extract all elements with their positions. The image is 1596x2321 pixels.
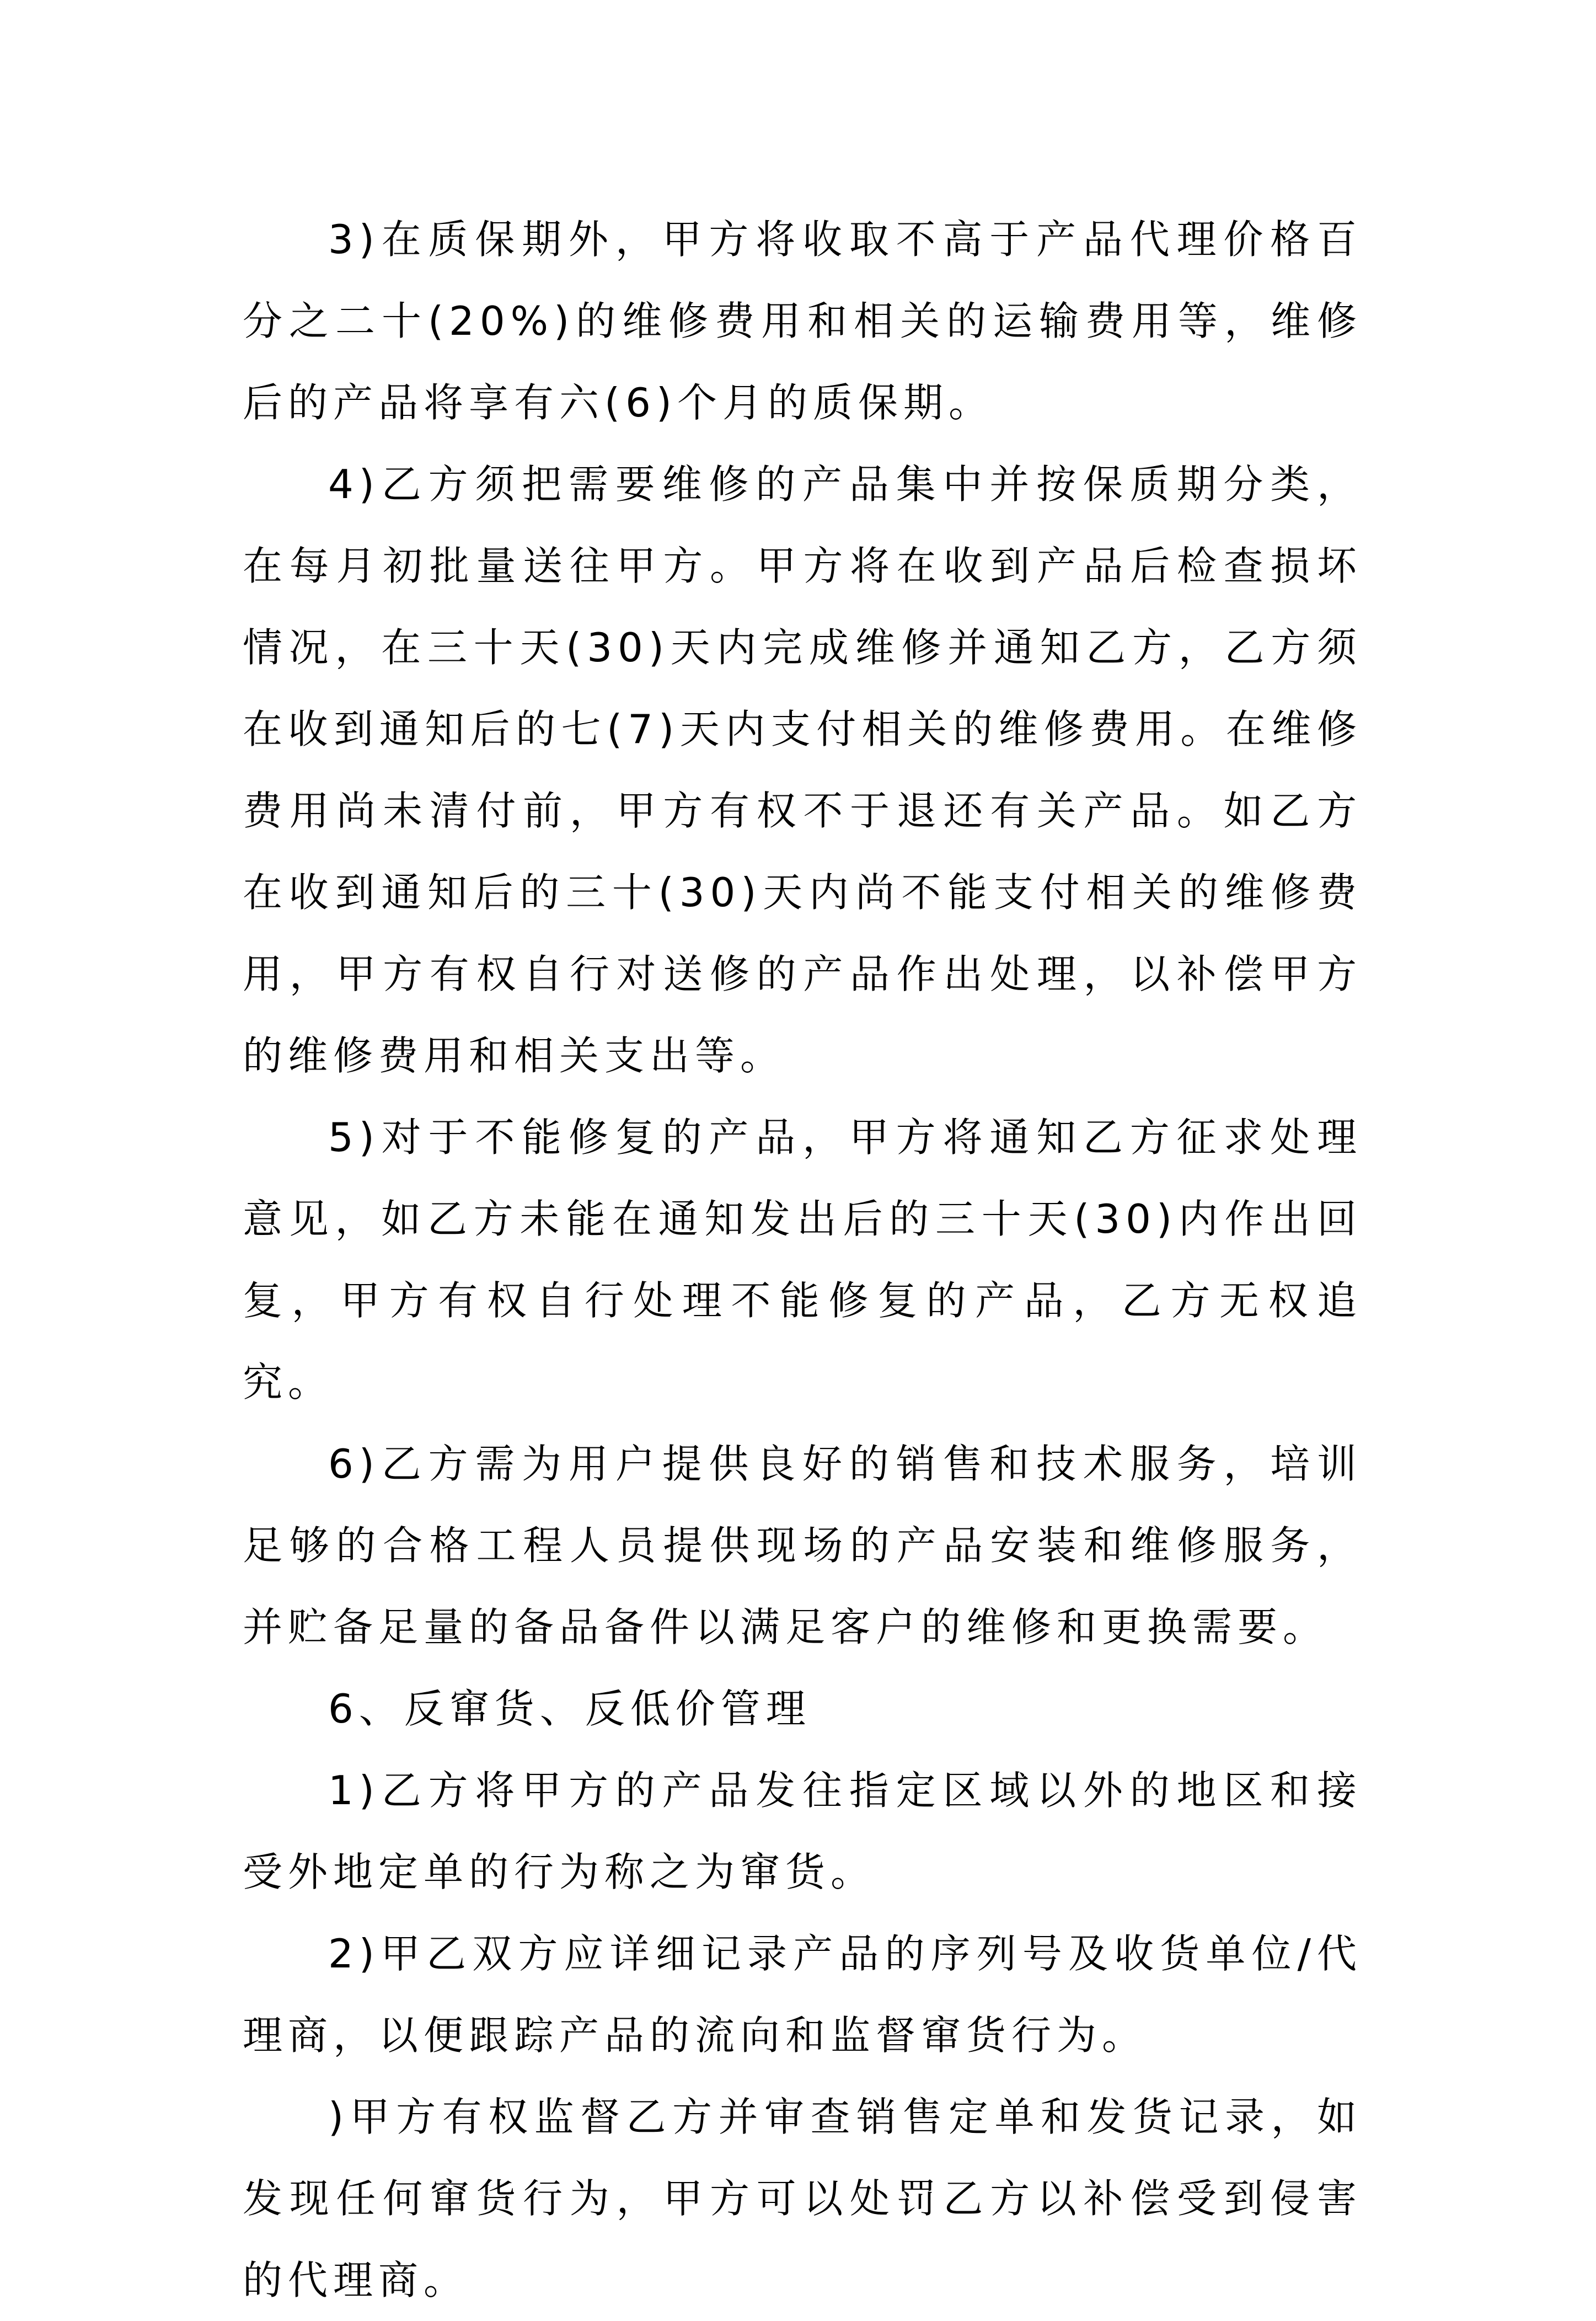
anti-diversion-clause-3: )甲方有权监督乙方并审查销售定单和发货记录，如发现任何窜货行为，甲方可以处罚乙方以补偿受到侵害的代理商。	[243, 2094, 1362, 2303]
anti-diversion-clause-2: 2)甲乙双方应详细记录产品的序列号及收货单位/代理商，以便跟踪产品的流向和监督窜货行为。	[243, 1930, 1362, 2058]
clause-5-paragraph: 5)对于不能修复的产品，甲方将通知乙方征求处理意见，如乙方未能在通知发出后的三十天(30)内作出回复，甲方有权自行处理不能修复的产品，乙方无权追究。	[243, 1114, 1362, 1405]
section-heading: 6、反窜货、反低价管理	[328, 1686, 811, 1732]
anti-diversion-clause-1: 1)乙方将甲方的产品发往指定区域以外的地区和接受外地定单的行为称之为窜货。	[243, 1767, 1362, 1895]
clause-3-paragraph: 3)在质保期外，甲方将收取不高于产品代理价格百分之二十(20%)的维修费用和相关的运输费用等，维修后的产品将享有六(6)个月的质保期。	[243, 216, 1362, 426]
clause-6-paragraph: 6)乙方需为用户提供良好的销售和技术服务，培训足够的合格工程人员提供现场的产品安装和维修服务，并贮备足量的备品备件以满足客户的维修和更换需要。	[243, 1441, 1362, 1650]
clause-4-paragraph: 4)乙方须把需要维修的产品集中并按保质期分类，在每月初批量送往甲方。甲方将在收到产品后检查损坏情况，在三十天(30)天内完成维修并通知乙方，乙方须在收到通知后的七(7)天内支付相关的维修费用。在维修费用尚未清付前，甲方有权不于退还有关产品。如乙方在收到通知后的三十(30)天内尚不能支付相关的维修费用，甲方有权自行对送修的产品作出处理，以补偿甲方的维修费用和相关支出等。	[243, 461, 1362, 1079]
document-body	[243, 199, 1362, 2321]
